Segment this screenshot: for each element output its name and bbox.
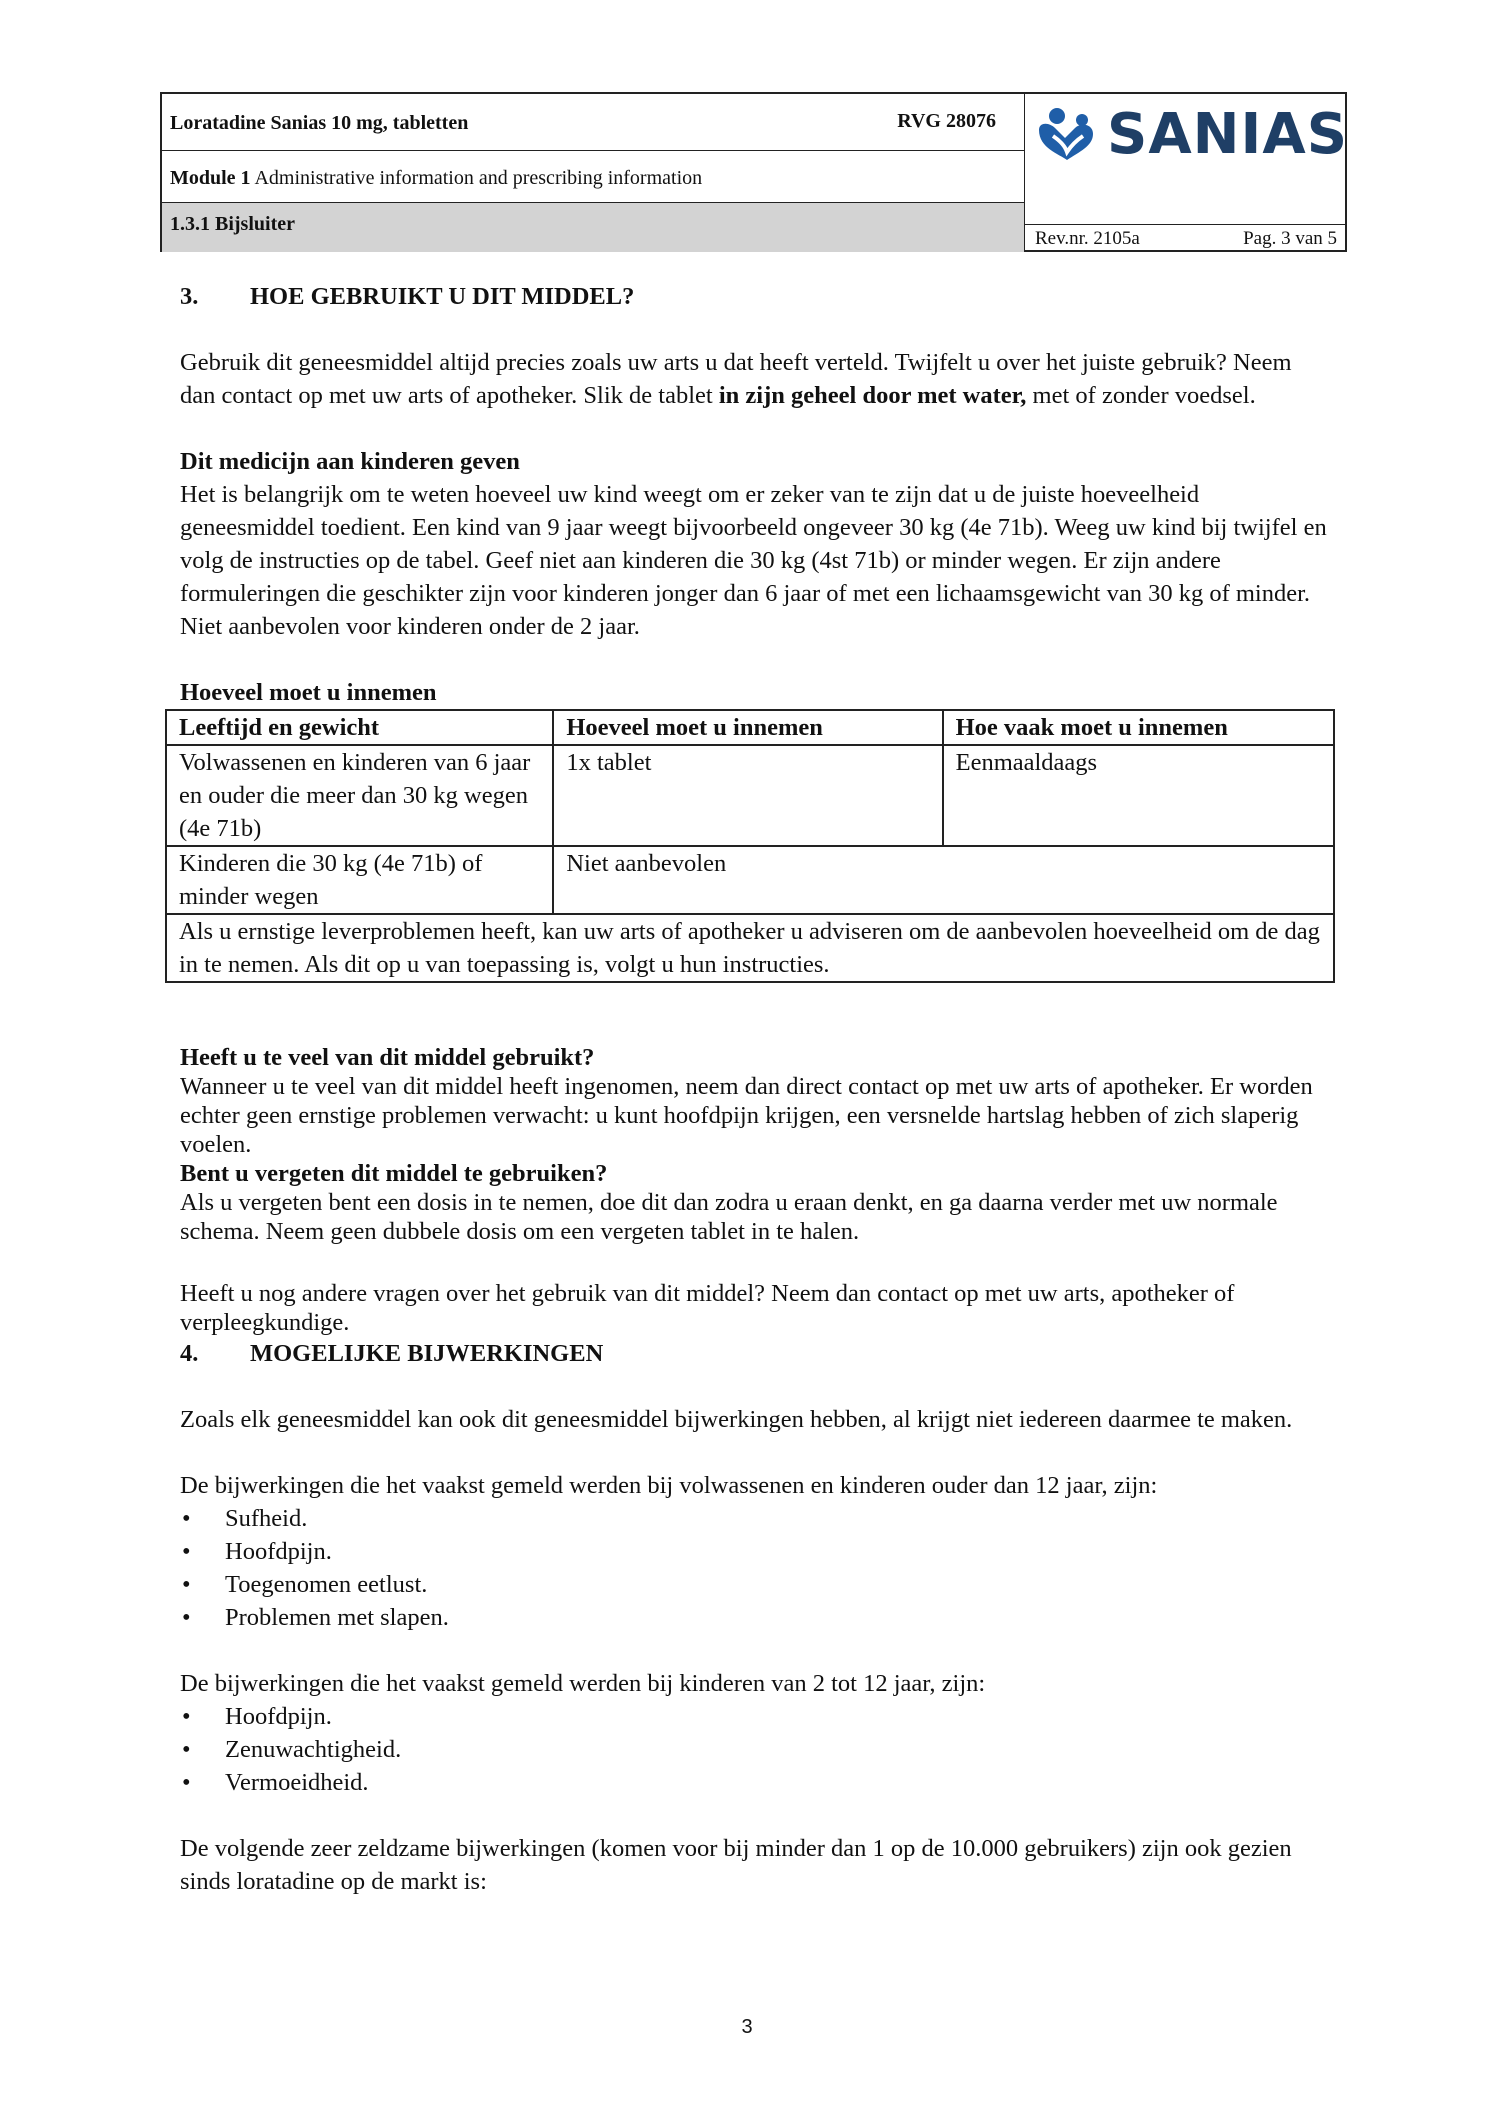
children-side-effects-intro: De bijwerkingen die het vaakst gemeld werden bij kinderen van 2 tot 12 jaar, zijn:	[180, 1670, 986, 1697]
table-header-cell: Hoe vaak moet u innemen	[943, 710, 1334, 745]
header-row-section	[162, 203, 1024, 252]
header-row-module	[162, 151, 1024, 203]
module-description: Administrative information and prescribing information	[250, 167, 703, 189]
revision-number: Rev.nr. 2105a	[1035, 228, 1140, 249]
section-3-number: 3.	[180, 283, 199, 310]
rare-side-effects-intro: De volgende zeer zeldzame bijwerkingen (komen voor bij minder dan 1 op de 10.000 gebruikers) zijn ook gezien sinds loratadine op de markt is:	[180, 1835, 1292, 1895]
list-item: • Sufheid.	[180, 1502, 1330, 1535]
overdose-heading: Heeft u te veel van dit middel gebruikt?	[180, 1044, 595, 1071]
table-header-cell: Hoeveel moet u innemen	[553, 710, 942, 745]
side-effects-intro: Zoals elk geneesmiddel kan ook dit geneesmiddel bijwerkingen hebben, al krijgt niet iedereen daarmee te maken.	[180, 1406, 1293, 1433]
children-heading: Dit medicijn aan kinderen geven	[180, 448, 520, 475]
questions-text: Heeft u nog andere vragen over het gebruik van dit middel? Neem dan contact op met uw arts, apotheker of verpleegkundige.	[180, 1280, 1235, 1336]
dosage-table-heading: Hoeveel moet u innemen	[180, 679, 437, 706]
table-header-cell: Leeftijd en gewicht	[166, 710, 553, 745]
adults-side-effects-list	[180, 1502, 1330, 1634]
rvg-number: RVG 28076	[897, 110, 996, 132]
usage-intro-text: Gebruik dit geneesmiddel altijd precies zoals uw arts u dat heeft verteld. Twijfelt u over het juiste gebruik? Neem dan contact op met uw arts of apotheker. Slik de tablet	[180, 349, 1292, 409]
module-line	[170, 167, 702, 190]
overdose-text: Wanneer u te veel van dit middel heeft ingenomen, neem dan direct contact op met uw arts of apotheker. Er worden echter geen ernstige problemen verwacht: u kunt hoofdpijn krijgen, een versnelde hartslag hebben of zich slaperig voelen.	[180, 1073, 1313, 1158]
table-cell: Volwassenen en kinderen van 6 jaar en ouder die meer dan 30 kg wegen (4e 71b)	[166, 745, 553, 846]
list-item: • Toegenomen eetlust.	[180, 1568, 1330, 1601]
table-cell: Kinderen die 30 kg (4e 71b) of minder wegen	[166, 846, 553, 914]
header-row-title	[162, 94, 1024, 151]
module-label: Module 1	[170, 167, 251, 189]
usage-intro-emphasis: in zijn geheel door met water,	[718, 382, 1027, 409]
table-cell: Niet aanbevolen	[553, 846, 1334, 914]
section-3-title: HOE GEBRUIKT U DIT MIDDEL?	[250, 283, 635, 310]
section-4-heading	[180, 1337, 1330, 1370]
section-label: 1.3.1 Bijsluiter	[170, 213, 295, 235]
table-cell: 1x tablet	[553, 745, 942, 846]
children-text: Het is belangrijk om te weten hoeveel uw kind weegt om er zeker van te zijn dat u de juiste hoeveelheid geneesmiddel toedient. Een kind van 9 jaar weegt bijvoorbeeld ongeveer 30 kg (4e 71b). Weeg uw kind bij twijfel en volg de instructies op de tabel. Geef niet aan kinderen die 30 kg (4st 71b) or minder wegen. Er zijn andere formuleringen die geschikter zijn voor kinderen jonger dan 6 jaar of met een lichaamsgewicht van 30 kg of minder. Niet aanbevolen voor kinderen onder de 2 jaar.	[180, 481, 1327, 640]
usage-intro	[180, 346, 1330, 412]
forgot-heading: Bent u vergeten dit middel te gebruiken?	[180, 1160, 608, 1187]
table-footer-cell: Als u ernstige leverproblemen heeft, kan uw arts of apotheker u adviseren om de aanbevolen hoeveelheid om de dag in te nemen. Als dit op u van toepassing is, volgt u hun instructies.	[166, 914, 1334, 982]
document-body	[180, 280, 1330, 1898]
list-item: • Zenuwachtigheid.	[180, 1733, 1330, 1766]
sanias-logo-icon	[1035, 106, 1101, 164]
list-item: • Problemen met slapen.	[180, 1601, 1330, 1634]
table-header-row	[166, 710, 1334, 745]
usage-intro-tail: met of zonder voedsel.	[1026, 382, 1256, 409]
dosage-table	[165, 709, 1335, 983]
document-header	[160, 92, 1347, 252]
table-row	[166, 745, 1334, 846]
logo-cell	[1024, 94, 1349, 224]
forgot-text: Als u vergeten bent een dosis in te nemen, doe dit dan zodra u eraan denkt, en ga daarna verder met uw normale schema. Neem geen dubbele dosis om een vergeten tablet in te halen.	[180, 1189, 1278, 1245]
table-footer-row	[166, 914, 1334, 982]
section-4-number: 4.	[180, 1340, 199, 1367]
adults-side-effects-intro: De bijwerkingen die het vaakst gemeld werden bij volwassenen en kinderen ouder dan 12 jaar, zijn:	[180, 1472, 1158, 1499]
product-name: Loratadine Sanias 10 mg, tabletten	[170, 112, 469, 134]
children-side-effects-list	[180, 1700, 1330, 1799]
section-4-title: MOGELIJKE BIJWERKINGEN	[250, 1340, 604, 1367]
logo-wordmark: SANIAS	[1107, 102, 1349, 167]
list-item: • Vermoeidheid.	[180, 1766, 1330, 1799]
list-item: • Hoofdpijn.	[180, 1700, 1330, 1733]
page-indicator: Pag. 3 van 5	[1243, 228, 1337, 249]
revision-cell	[1024, 224, 1345, 252]
sanias-logo	[1035, 102, 1348, 167]
table-row	[166, 846, 1334, 914]
section-3-heading	[180, 280, 1330, 313]
page-number: 3	[741, 2016, 753, 2038]
table-cell: Eenmaaldaags	[943, 745, 1334, 846]
list-item: • Hoofdpijn.	[180, 1535, 1330, 1568]
